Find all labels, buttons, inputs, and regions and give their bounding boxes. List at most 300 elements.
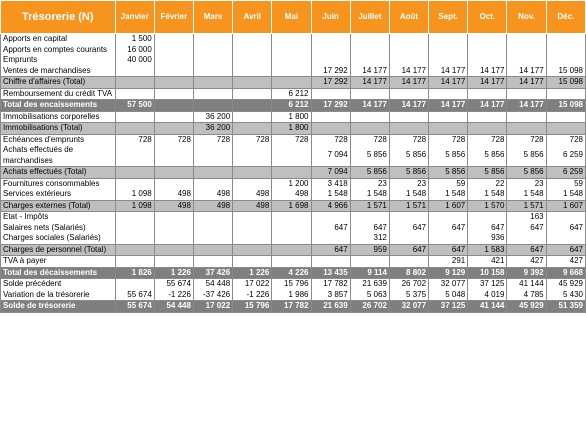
cell-value xyxy=(193,77,232,89)
month-header: Mars xyxy=(193,1,232,34)
table-row xyxy=(1,189,586,200)
cell-value xyxy=(350,123,389,135)
header-row xyxy=(1,1,586,34)
cell-value xyxy=(311,123,350,135)
cell-value: 498 xyxy=(272,189,311,200)
cell-value xyxy=(115,223,154,234)
cell-value xyxy=(389,45,428,56)
cell-value: 14 177 xyxy=(429,100,468,112)
row-label: Variation de la trésorerie xyxy=(1,290,116,301)
cell-value: 55 674 xyxy=(115,301,154,313)
cell-value: 5 856 xyxy=(468,145,507,167)
cell-value xyxy=(311,34,350,45)
cell-value xyxy=(272,66,311,77)
subtotal-row xyxy=(1,77,586,89)
table-row xyxy=(1,88,586,100)
subtotal-row xyxy=(1,244,586,256)
cell-value xyxy=(546,123,585,135)
cell-value: 1 570 xyxy=(468,200,507,212)
cell-value xyxy=(350,34,389,45)
cell-value xyxy=(272,223,311,234)
cell-value xyxy=(193,55,232,66)
cell-value xyxy=(115,145,154,167)
cell-value: 59 xyxy=(546,178,585,189)
cell-value xyxy=(154,100,193,112)
cell-value xyxy=(468,55,507,66)
cell-value xyxy=(154,223,193,234)
cell-value: 14 177 xyxy=(350,100,389,112)
row-label: Charges externes (Total) xyxy=(1,200,116,212)
cell-value xyxy=(311,212,350,223)
table-row xyxy=(1,111,586,123)
cell-value: 498 xyxy=(233,189,272,200)
cell-value xyxy=(468,212,507,223)
cell-value xyxy=(429,233,468,244)
cell-value: 728 xyxy=(468,134,507,145)
cell-value xyxy=(233,55,272,66)
cell-value xyxy=(193,66,232,77)
cell-value xyxy=(546,34,585,45)
cell-value: 17 782 xyxy=(272,301,311,313)
cell-value: 8 802 xyxy=(389,267,428,279)
cell-value xyxy=(507,88,546,100)
cell-value: 1 548 xyxy=(546,189,585,200)
table-row xyxy=(1,279,586,290)
cell-value xyxy=(233,77,272,89)
row-label: Immobilisations corporelles xyxy=(1,111,116,123)
cell-value: 5 856 xyxy=(507,167,546,179)
cell-value xyxy=(233,244,272,256)
cell-value xyxy=(389,88,428,100)
cell-value: 32 077 xyxy=(389,301,428,313)
table-row xyxy=(1,290,586,301)
cell-value: 15 098 xyxy=(546,66,585,77)
cell-value xyxy=(193,212,232,223)
cell-value xyxy=(193,244,232,256)
month-header: Nov. xyxy=(507,1,546,34)
cell-value: 5 856 xyxy=(389,167,428,179)
cell-value xyxy=(193,256,232,268)
cell-value: 1 800 xyxy=(272,111,311,123)
cell-value: 728 xyxy=(233,134,272,145)
cell-value: 1 548 xyxy=(507,189,546,200)
row-label: Achats effectués (Total) xyxy=(1,167,116,179)
cell-value: 9 392 xyxy=(507,267,546,279)
cell-value: 17 782 xyxy=(311,279,350,290)
cell-value: 647 xyxy=(389,223,428,234)
table-title: Trésorerie (N) xyxy=(1,1,116,34)
cell-value: 5 430 xyxy=(546,290,585,301)
cell-value xyxy=(507,233,546,244)
cell-value: 1 098 xyxy=(115,189,154,200)
cell-value xyxy=(546,55,585,66)
row-label: Fournitures consommables xyxy=(1,178,116,189)
cell-value: 498 xyxy=(154,200,193,212)
cell-value: 1 548 xyxy=(350,189,389,200)
row-label: Emprunts xyxy=(1,55,116,66)
cell-value xyxy=(233,123,272,135)
cell-value xyxy=(429,55,468,66)
table-row xyxy=(1,134,586,145)
row-label: Apports en capital xyxy=(1,34,116,45)
cell-value: 728 xyxy=(154,134,193,145)
cell-value: 26 702 xyxy=(389,279,428,290)
cell-value xyxy=(154,55,193,66)
cell-value: 1 548 xyxy=(311,189,350,200)
cell-value xyxy=(272,145,311,167)
cell-value: 427 xyxy=(546,256,585,268)
cell-value: 498 xyxy=(193,200,232,212)
cell-value: 5 856 xyxy=(429,145,468,167)
table-row xyxy=(1,55,586,66)
cell-value xyxy=(193,167,232,179)
cell-value: 728 xyxy=(507,134,546,145)
cell-value xyxy=(272,45,311,56)
cell-value: 55 674 xyxy=(154,279,193,290)
cell-value: 17 022 xyxy=(193,301,232,313)
cell-value: 5 856 xyxy=(429,167,468,179)
cell-value xyxy=(507,34,546,45)
cell-value: 6 259 xyxy=(546,145,585,167)
cell-value: 3 418 xyxy=(311,178,350,189)
cell-value xyxy=(233,66,272,77)
cell-value xyxy=(429,45,468,56)
cell-value: 1 607 xyxy=(546,200,585,212)
cell-value: 498 xyxy=(154,189,193,200)
cell-value: 728 xyxy=(311,134,350,145)
cell-value: 647 xyxy=(350,223,389,234)
cell-value xyxy=(311,88,350,100)
cell-value: 728 xyxy=(193,134,232,145)
cell-value xyxy=(115,88,154,100)
cell-value: -1 226 xyxy=(154,290,193,301)
cell-value xyxy=(389,123,428,135)
cell-value xyxy=(389,212,428,223)
cell-value: 16 000 xyxy=(115,45,154,56)
cell-value: 1 571 xyxy=(507,200,546,212)
cell-value xyxy=(193,178,232,189)
row-label: Immobilisations (Total) xyxy=(1,123,116,135)
cell-value: 936 xyxy=(468,233,507,244)
cell-value: 14 177 xyxy=(350,77,389,89)
cell-value xyxy=(193,233,232,244)
cell-value: 13 435 xyxy=(311,267,350,279)
cell-value: 647 xyxy=(311,244,350,256)
cell-value: 959 xyxy=(350,244,389,256)
month-header: Août xyxy=(389,1,428,34)
cell-value xyxy=(193,100,232,112)
cell-value: 728 xyxy=(389,134,428,145)
cell-value xyxy=(429,123,468,135)
month-header: Oct. xyxy=(468,1,507,34)
cell-value xyxy=(507,55,546,66)
cell-value: 37 125 xyxy=(429,301,468,313)
row-label: Solde précédent xyxy=(1,279,116,290)
cell-value: 15 796 xyxy=(272,279,311,290)
cell-value xyxy=(154,45,193,56)
cell-value xyxy=(233,178,272,189)
cell-value xyxy=(115,66,154,77)
cell-value xyxy=(233,34,272,45)
cell-value: 36 200 xyxy=(193,111,232,123)
row-label: TVA à payer xyxy=(1,256,116,268)
cell-value: 1 607 xyxy=(429,200,468,212)
cell-value xyxy=(154,178,193,189)
cell-value xyxy=(233,212,272,223)
cell-value: 1 986 xyxy=(272,290,311,301)
table-row xyxy=(1,212,586,223)
cell-value xyxy=(389,256,428,268)
cell-value: 15 796 xyxy=(233,301,272,313)
cell-value: 37 125 xyxy=(468,279,507,290)
cell-value: 728 xyxy=(350,134,389,145)
cell-value xyxy=(311,256,350,268)
cell-value xyxy=(193,223,232,234)
cell-value xyxy=(233,100,272,112)
cell-value: 59 xyxy=(429,178,468,189)
cell-value xyxy=(311,55,350,66)
month-header: Janvier xyxy=(115,1,154,34)
cell-value xyxy=(233,223,272,234)
cell-value: 23 xyxy=(507,178,546,189)
cell-value xyxy=(389,34,428,45)
cell-value xyxy=(154,111,193,123)
cell-value: 17 292 xyxy=(311,100,350,112)
cell-value: 23 xyxy=(389,178,428,189)
cell-value xyxy=(154,212,193,223)
cell-value xyxy=(193,45,232,56)
cell-value xyxy=(233,145,272,167)
cell-value xyxy=(154,167,193,179)
cell-value: 1 583 xyxy=(468,244,507,256)
cell-value xyxy=(154,77,193,89)
total-row xyxy=(1,100,586,112)
subtotal-row xyxy=(1,123,586,135)
cell-value: 14 177 xyxy=(389,77,428,89)
cell-value: 55 674 xyxy=(115,290,154,301)
cell-value: 5 375 xyxy=(389,290,428,301)
cell-value: 1 571 xyxy=(389,200,428,212)
cell-value xyxy=(389,233,428,244)
cell-value: 14 177 xyxy=(507,66,546,77)
cell-value xyxy=(272,244,311,256)
cell-value: 14 177 xyxy=(507,77,546,89)
cell-value xyxy=(429,212,468,223)
cell-value xyxy=(468,123,507,135)
row-label: Services extérieurs xyxy=(1,189,116,200)
table-row xyxy=(1,66,586,77)
row-label: Remboursement du crédit TVA xyxy=(1,88,116,100)
cell-value xyxy=(546,212,585,223)
total-row xyxy=(1,301,586,313)
cell-value xyxy=(507,45,546,56)
cell-value: 15 098 xyxy=(546,100,585,112)
cell-value: 45 929 xyxy=(507,301,546,313)
cell-value: 32 077 xyxy=(429,279,468,290)
cell-value xyxy=(193,88,232,100)
cell-value: 5 856 xyxy=(350,145,389,167)
cell-value: 7 094 xyxy=(311,145,350,167)
cell-value xyxy=(193,145,232,167)
cell-value: 14 177 xyxy=(468,100,507,112)
cell-value: 4 966 xyxy=(311,200,350,212)
month-header: Avril xyxy=(233,1,272,34)
row-label: Total des décaissements xyxy=(1,267,116,279)
cell-value xyxy=(233,88,272,100)
cell-value xyxy=(154,34,193,45)
table-row xyxy=(1,45,586,56)
row-label: Chiffre d'affaires (Total) xyxy=(1,77,116,89)
table-row xyxy=(1,256,586,268)
row-label: Ventes de marchandises xyxy=(1,66,116,77)
cell-value xyxy=(389,55,428,66)
table-row xyxy=(1,223,586,234)
month-header: Déc. xyxy=(546,1,585,34)
cell-value: 1 571 xyxy=(350,200,389,212)
cell-value: 57 500 xyxy=(115,100,154,112)
cell-value xyxy=(311,111,350,123)
cell-value xyxy=(193,34,232,45)
cell-value: 40 000 xyxy=(115,55,154,66)
cell-value: 647 xyxy=(546,223,585,234)
cell-value: 17 292 xyxy=(311,77,350,89)
cell-value: 647 xyxy=(468,223,507,234)
cell-value xyxy=(350,55,389,66)
cell-value: 1 548 xyxy=(389,189,428,200)
cell-value: 54 448 xyxy=(154,301,193,313)
cell-value: 647 xyxy=(546,244,585,256)
cell-value: 14 177 xyxy=(429,66,468,77)
cell-value xyxy=(115,244,154,256)
cell-value: 163 xyxy=(507,212,546,223)
cell-value: 3 857 xyxy=(311,290,350,301)
cell-value: 22 xyxy=(468,178,507,189)
cell-value xyxy=(350,111,389,123)
cell-value: 54 448 xyxy=(193,279,232,290)
cell-value xyxy=(389,111,428,123)
cell-value: 21 639 xyxy=(311,301,350,313)
cell-value xyxy=(546,88,585,100)
cell-value: 1 548 xyxy=(429,189,468,200)
cell-value: 14 177 xyxy=(468,77,507,89)
cell-value: 21 639 xyxy=(350,279,389,290)
cell-value: 41 144 xyxy=(507,279,546,290)
month-header: Juin xyxy=(311,1,350,34)
total-row xyxy=(1,267,586,279)
cell-value: 4 785 xyxy=(507,290,546,301)
cell-value: -1 226 xyxy=(233,290,272,301)
cell-value: 1 226 xyxy=(154,267,193,279)
cell-value xyxy=(272,256,311,268)
cell-value: 17 292 xyxy=(311,66,350,77)
table-row xyxy=(1,34,586,45)
row-label: Charges sociales (Salariés) xyxy=(1,233,116,244)
row-label: Solde de trésorerie xyxy=(1,301,116,313)
cell-value: 498 xyxy=(193,189,232,200)
cell-value: 1 826 xyxy=(115,267,154,279)
cell-value: 14 177 xyxy=(389,66,428,77)
cell-value: 37 426 xyxy=(193,267,232,279)
cell-value xyxy=(468,34,507,45)
cell-value: 45 929 xyxy=(546,279,585,290)
cell-value: 728 xyxy=(115,134,154,145)
cell-value: 10 158 xyxy=(468,267,507,279)
cell-value: 6 212 xyxy=(272,88,311,100)
cell-value xyxy=(115,212,154,223)
cell-value: 7 094 xyxy=(311,167,350,179)
cell-value xyxy=(507,111,546,123)
cell-value xyxy=(429,88,468,100)
cell-value: 5 048 xyxy=(429,290,468,301)
month-header: Mai xyxy=(272,1,311,34)
cell-value xyxy=(115,279,154,290)
cell-value xyxy=(272,167,311,179)
cell-value: 312 xyxy=(350,233,389,244)
cell-value: 647 xyxy=(507,223,546,234)
cell-value xyxy=(115,233,154,244)
cell-value: 728 xyxy=(272,134,311,145)
cell-value xyxy=(233,45,272,56)
cell-value xyxy=(350,256,389,268)
cell-value: 1 800 xyxy=(272,123,311,135)
cell-value: 23 xyxy=(350,178,389,189)
cell-value: 14 177 xyxy=(507,100,546,112)
cell-value: 9 129 xyxy=(429,267,468,279)
cell-value xyxy=(154,123,193,135)
cell-value: 17 022 xyxy=(233,279,272,290)
cell-value: 14 177 xyxy=(468,66,507,77)
cell-value xyxy=(311,45,350,56)
cell-value: 41 144 xyxy=(468,301,507,313)
cell-value xyxy=(350,88,389,100)
row-label: Achats effectués de marchandises xyxy=(1,145,116,167)
cell-value: 5 856 xyxy=(507,145,546,167)
cell-value xyxy=(546,45,585,56)
cell-value xyxy=(350,45,389,56)
cell-value xyxy=(311,233,350,244)
cell-value xyxy=(429,34,468,45)
cell-value xyxy=(468,88,507,100)
cell-value: 1 226 xyxy=(233,267,272,279)
cell-value xyxy=(115,256,154,268)
cell-value: 6 212 xyxy=(272,100,311,112)
cell-value xyxy=(233,256,272,268)
cell-value: 647 xyxy=(429,223,468,234)
table-row xyxy=(1,178,586,189)
table-row xyxy=(1,145,586,167)
cell-value: 5 856 xyxy=(389,145,428,167)
cell-value xyxy=(154,88,193,100)
row-label: Total des encaissements xyxy=(1,100,116,112)
cell-value: 14 177 xyxy=(389,100,428,112)
table-body xyxy=(1,34,586,313)
cell-value xyxy=(115,167,154,179)
cell-value: 1 200 xyxy=(272,178,311,189)
subtotal-row xyxy=(1,167,586,179)
row-label: Echéances d'emprunts xyxy=(1,134,116,145)
cell-value: 1 698 xyxy=(272,200,311,212)
cell-value xyxy=(272,212,311,223)
row-label: Salaires nets (Salariés) xyxy=(1,223,116,234)
cell-value xyxy=(154,256,193,268)
cell-value: 647 xyxy=(429,244,468,256)
cell-value xyxy=(272,77,311,89)
cell-value: 728 xyxy=(546,134,585,145)
cell-value xyxy=(350,212,389,223)
cell-value: 5 856 xyxy=(468,167,507,179)
month-header: Février xyxy=(154,1,193,34)
cell-value xyxy=(154,66,193,77)
